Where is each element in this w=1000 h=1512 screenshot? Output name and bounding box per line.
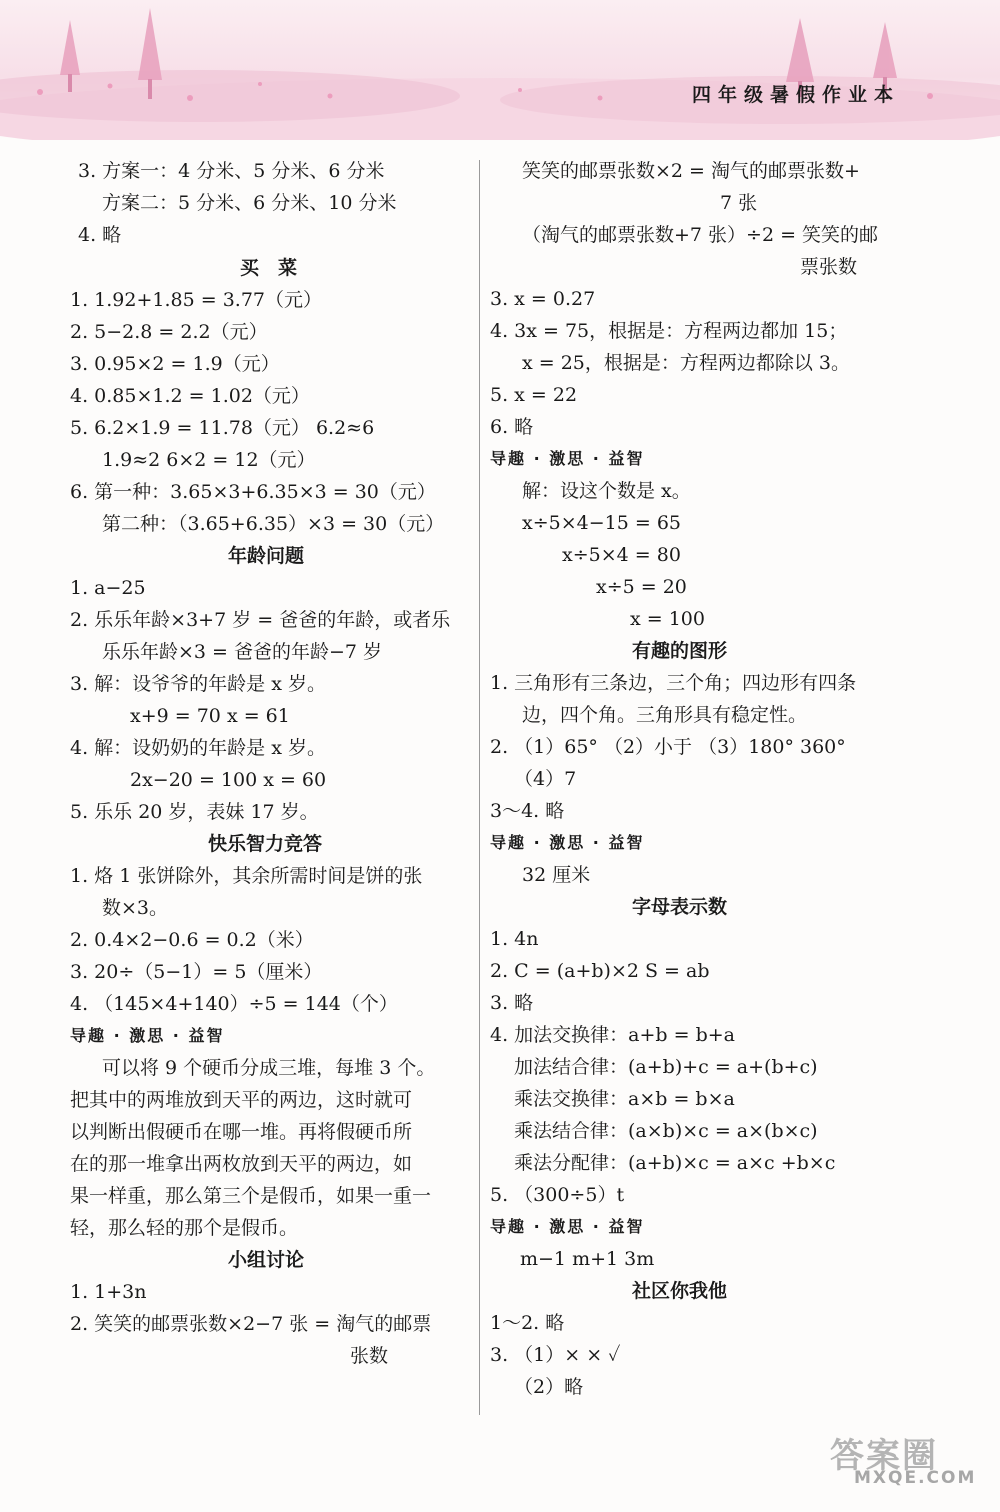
- answer-line: 4. 0.85×1.2 = 1.02（元）: [70, 385, 310, 407]
- answer-line: 数×3。: [102, 897, 169, 919]
- section-heading: 字母表示数: [632, 896, 728, 918]
- section-heading: 有趣的图形: [632, 640, 728, 662]
- answer-line: 把其中的两堆放到天平的两边，这时就可: [70, 1089, 413, 1111]
- answer-line: 4. 加法交换律：a+b = b+a: [490, 1024, 735, 1046]
- answer-line: （4）7: [514, 768, 577, 790]
- header-banner: [0, 0, 1000, 140]
- answer-line: 4. 解：设奶奶的年龄是 x 岁。: [70, 737, 326, 759]
- answer-line: 5. （300÷5）t: [490, 1184, 625, 1206]
- answer-line: 1～2. 略: [490, 1312, 565, 1334]
- answer-line: 第二种：（3.65+6.35）×3 = 30（元）: [102, 513, 445, 535]
- section-heading: 社区你我他: [632, 1280, 728, 1302]
- answer-line: 3. 略: [490, 992, 534, 1014]
- answer-line: 1. 三角形有三条边，三个角；四边形有四条: [490, 672, 857, 694]
- answer-line: 笑笑的邮票张数×2 = 淘气的邮票张数+: [522, 160, 860, 182]
- answer-line: 6. 略: [490, 416, 534, 438]
- answer-line: 7 张: [720, 192, 758, 214]
- answer-line: 乐乐年龄×3 = 爸爸的年龄−7 岁: [102, 641, 383, 663]
- watermark-site: MXQE.COM: [854, 1468, 977, 1488]
- column-divider: [479, 160, 480, 1415]
- answer-line: 边，四个角。三角形具有稳定性。: [522, 704, 808, 726]
- answer-line: x+9 = 70 x = 61: [130, 705, 290, 727]
- answer-line: m−1 m+1 3m: [520, 1248, 655, 1270]
- section-heading: 年龄问题: [228, 545, 305, 567]
- answer-line: 乘法交换律：a×b = b×a: [514, 1088, 735, 1110]
- answer-line: 果一样重，那么第三个是假币，如果一重一: [70, 1185, 432, 1207]
- answer-line: 1. a−25: [70, 577, 146, 599]
- answer-line: 5. 乐乐 20 岁，表妹 17 岁。: [70, 801, 319, 823]
- answer-line: 可以将 9 个硬币分成三堆，每堆 3 个。: [102, 1057, 436, 1079]
- answer-line: x÷5 = 20: [596, 576, 687, 598]
- answer-line: 3. 方案一：4 分米、5 分米、6 分米: [78, 160, 385, 182]
- answer-line: 5. 6.2×1.9 = 11.78（元） 6.2≈6: [70, 417, 375, 439]
- answer-line: 1.9≈2 6×2 = 12（元）: [102, 449, 316, 471]
- answer-line: x = 25，根据是：方程两边都除以 3。: [522, 352, 851, 374]
- answer-line: 4. 略: [78, 224, 122, 246]
- answer-line: 轻，那么轻的那个是假币。: [70, 1217, 299, 1239]
- answer-line: x÷5×4 = 80: [562, 544, 681, 566]
- answer-line: 5. x = 22: [490, 384, 578, 406]
- answer-line: x = 100: [630, 608, 705, 630]
- answer-line: （淘气的邮票张数+7 张）÷2 = 笑笑的邮: [522, 224, 879, 246]
- answer-line: 4. 3x = 75，根据是：方程两边都加 15；: [490, 320, 848, 342]
- answer-line: 2. 笑笑的邮票张数×2−7 张 = 淘气的邮票: [70, 1313, 432, 1335]
- answer-line: 1. 1.92+1.85 = 3.77（元）: [70, 289, 323, 311]
- section-heading: 快乐智力竞答: [208, 833, 323, 855]
- section-heading: 小组讨论: [228, 1249, 305, 1271]
- answer-line: 解：设这个数是 x。: [522, 480, 691, 502]
- answer-line: 1. 烙 1 张饼除外，其余所需时间是饼的张: [70, 865, 423, 887]
- answer-line: 1. 1+3n: [70, 1281, 147, 1303]
- answer-line: 3～4. 略: [490, 800, 565, 822]
- answer-line: 加法结合律：(a+b)+c = a+(b+c): [514, 1056, 818, 1078]
- answer-line: 方案二：5 分米、6 分米、10 分米: [102, 192, 397, 214]
- answer-line: 2. （1）65° （2）小于 （3）180° 360°: [490, 736, 846, 758]
- answer-line: 2. 乐乐年龄×3+7 岁 = 爸爸的年龄，或者乐: [70, 609, 451, 631]
- answer-line: 2. 5−2.8 = 2.2（元）: [70, 321, 268, 343]
- answer-line: x÷5×4−15 = 65: [522, 512, 682, 534]
- answer-line: 2x−20 = 100 x = 60: [130, 769, 327, 791]
- answer-line: 3. 20÷（5−1）= 5（厘米）: [70, 961, 323, 983]
- watermark-logo: [830, 1428, 978, 1490]
- answer-line: 3. （1）× × ✓: [490, 1344, 621, 1366]
- answer-line: 张数: [350, 1345, 389, 1367]
- answer-line: 4. （145×4+140）÷5 = 144（个）: [70, 993, 398, 1015]
- answer-line: 在的那一堆拿出两枚放到天平的两边，如: [70, 1153, 413, 1175]
- answer-line: 2. C = (a+b)×2 S = ab: [490, 960, 710, 982]
- section-heading: 买 菜: [240, 257, 298, 279]
- answer-line: 票张数: [800, 256, 858, 278]
- banner-decoration: [0, 0, 1000, 140]
- answer-line: 3. 0.95×2 = 1.9（元）: [70, 353, 280, 375]
- answer-line: 6. 第一种：3.65×3+6.35×3 = 30（元）: [70, 481, 436, 503]
- watermark-text: 答案圈: [830, 1436, 938, 1476]
- answer-line: 乘法分配律：(a+b)×c = a×c +b×c: [514, 1152, 836, 1174]
- answer-line: 3. x = 0.27: [490, 288, 596, 310]
- answer-line: 以判断出假硬币在哪一堆。再将假硬币所: [70, 1121, 413, 1143]
- answer-line: （2）略: [514, 1376, 584, 1398]
- subsection-label: 导趣 · 激思 · 益智: [70, 1026, 225, 1045]
- answer-line: 32 厘米: [522, 864, 591, 886]
- subsection-label: 导趣 · 激思 · 益智: [490, 1217, 645, 1236]
- book-title: 四年级暑假作业本: [691, 84, 900, 106]
- answer-line: 2. 0.4×2−0.6 = 0.2（米）: [70, 929, 314, 951]
- answer-line: 3. 解：设爷爷的年龄是 x 岁。: [70, 673, 326, 695]
- answer-line: 乘法结合律：(a×b)×c = a×(b×c): [514, 1120, 818, 1142]
- subsection-label: 导趣 · 激思 · 益智: [490, 449, 645, 468]
- answer-line: 1. 4n: [490, 928, 539, 950]
- subsection-label: 导趣 · 激思 · 益智: [490, 833, 645, 852]
